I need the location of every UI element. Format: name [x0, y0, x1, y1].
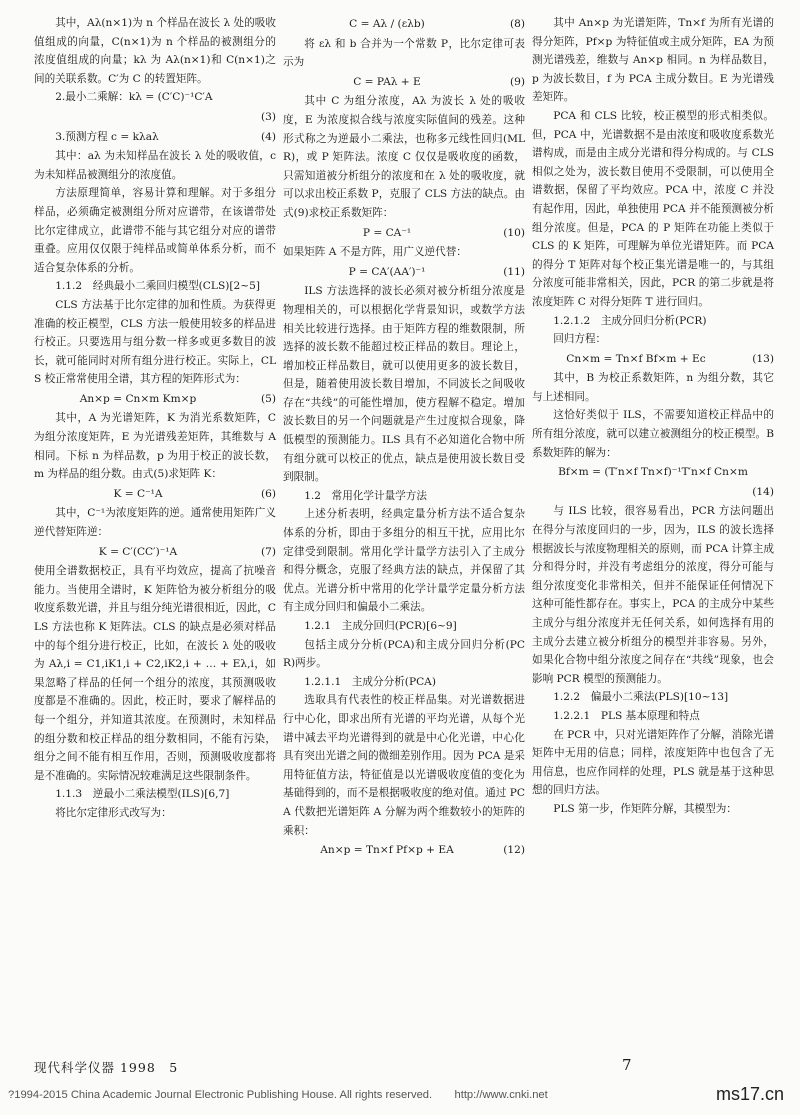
paragraph: ILS 方法选择的波长必须对被分析组分浓度是物理相关的，可以根据化学背景知识，或数学方法相关比较进行选择。由于矩阵方程的维数限制，所选择的波长数不能超过校正样品的数目。理论上，增加校正样品数目，就可以使用更多的波长数目，但是，随着使用波长数目增加，不同波长之间吸收存在“共线”的可能性增加，使方程解不稳定。增加波长数目的另一个问题就是产生过度拟合现象，降低模型的预测能力。ILS 具有不必知道化合物中所有组分就可以校正的优点，缺点是使用波长数目受到限制。 [283, 285, 525, 484]
column-2 [283, 14, 525, 861]
paragraph: 其中：aλ 为未知样品在波长 λ 处的吸收值，c 为未知样品被测组分的浓度值。 [34, 150, 276, 181]
equation-3 [34, 108, 276, 127]
equation-formula: An×p = Cn×m Km×p [79, 392, 197, 405]
section-heading: 1.2.2.1 PLS 基本原理和特点 [553, 709, 700, 722]
watermark: ms17.cn [716, 1084, 785, 1104]
paragraph: 方法原理简单，容易计算和理解。对于多组分样品，必须确定被测组分所对应谱带，在该谱带处比尔定律成立，此谱带不能与其它组分对应的谱带重叠。应用仅仅限于纯样品或简单体系分析，而不适合复杂体系的分析。 [34, 187, 276, 274]
equation-formula: An×p = Tn×f Pf×p + EA [320, 844, 454, 857]
equation-formula: Cn×m = Tn×f Bf×m + Ec [566, 352, 706, 365]
equation-formula: C = PAλ + E [353, 75, 421, 88]
equation-formula: C = Aλ / (ελb) [349, 18, 425, 30]
journal-footer: 现代科学仪器 1998 5 [34, 1060, 179, 1075]
section-heading: 1.2.1.1 主成分分析(PCA) [304, 675, 436, 688]
equation-number: (14) [752, 485, 774, 498]
paragraph: PCA 和 CLS 比较，校正模型的形式相类似。但，PCA 中，光谱数据不是由浓度和吸收度系数光谱构成，而是由主成分光谱和得分构成的。与 CLS 相似之处为，波长数目使用不受限制，可以使用全谱数据，保留了平均效应。PCA 中，浓度 C 并没有起作用，因此，单独使用 PCA 并不能预测被分析组分浓度。但是，PCA 的 P 矩阵在功能上类似于 CLS 的 K 矩阵，可理解为单位光谱矩阵。而 PCA 的得分 T 矩阵对每个校正集光谱是唯一的，与其组分浓度可能非常相关，因此，PCR 的第二步就是将浓度矩阵 C 对得分矩阵 T 进行回归。 [532, 109, 774, 308]
equation-number: (11) [503, 265, 525, 278]
equation-14 [532, 463, 774, 482]
paragraph: 如果矩阵 A 不是方阵，用广义逆代替： [283, 246, 467, 259]
equation-number: (9) [509, 75, 525, 88]
paragraph: 这恰好类似于 ILS，不需要知道校正样品中的所有组分浓度，就可以建立被测组分的校正模型。B 系数矩阵的解为： [532, 409, 774, 459]
copyright-notice: ?1994-2015 China Academic Journal Electronic Publishing House. All rights reserved. http://www.cnki.net [8, 1089, 548, 1101]
column-3 [532, 14, 774, 819]
paragraph: 其中，C⁻¹为浓度矩阵的逆。通常使用矩阵广义逆代替矩阵逆： [34, 507, 276, 539]
paragraph: 将 ελ 和 b 合并为一个常数 P，比尔定律可表示为 [283, 37, 525, 69]
equation-4 [34, 128, 276, 147]
equation-formula: K = C′(CC′)⁻¹A [98, 545, 178, 558]
section-heading: 1.2 常用化学计量学方法 [304, 489, 427, 502]
paragraph: 2.最小二乘解：kλ = (C′C)⁻¹C′A [55, 91, 213, 104]
page-number: 7 [622, 1056, 632, 1074]
equation-number: (7) [260, 545, 276, 558]
equation-formula: P = CA′(AA′)⁻¹ [348, 265, 426, 278]
paragraph: 包括主成分分析(PCA)和主成分回归分析(PCR)两步。 [283, 638, 525, 670]
equation-formula: P = CA⁻¹ [362, 226, 412, 239]
equation-number: (10) [503, 226, 525, 239]
equation-number: (6) [260, 487, 276, 500]
equation-11 [283, 263, 525, 282]
paragraph: 使用全谱数据校正，具有平均效应，提高了抗噪音能力。当使用全谱时，K 矩阵恰为被分析组分的吸收度系数光谱，并且与组分纯光谱很相近，因此，CLS 方法也称 K 矩阵法。CLS 的缺点是必须对样品中的每个组分进行校正，比如，在波长 λ 处的吸收为 Aλ,i = C1,iK1,i + C2,iK2,i + … + Eλ,i，如果忽略了样品的任何一个组分的浓度，其预测吸收度都是不准确的。因此，校正时，要求了解样品的每一个组分，并知道其浓度。在预测时，未知样品的组分数和校正样品的组分数相同，不能有污染，组分之间不能有相互作用，否则，预测吸收度都将是不准确的。实际情况较难满足这些限制条件。 [34, 565, 276, 782]
paragraph: 其中，A 为光谱矩阵，K 为消光系数矩阵，C 为组分浓度矩阵，E 为光谱残差矩阵，其维数与 A 相同。下标 n 为样品数，p 为用于校正的波长数，m 为样品的组分数。由式(5)求矩阵 K： [34, 412, 276, 481]
equation-7 [34, 543, 276, 562]
paragraph: 其中 C 为组分浓度，Aλ 为波长 λ 处的吸收度，E 为浓度拟合线与浓度实际值间的残差。这种形式称之为逆最小二乘法，也称多元线性回归(MLR)，或 P 矩阵法。浓度 C 仅仅是吸收度的函数，只需知道被分析组分的浓度和在 λ 处的吸收度，就可以求出校正系数 P，克服了 CLS 方法的缺点。由式(9)求校正系数矩阵： [283, 95, 525, 219]
paragraph: 选取具有代表性的校正样品集。对光谱数据进行中心化，即求出所有光谱的平均光谱，从每个光谱中减去平均光谱得到的就是中心化光谱，中心化具有突出光谱之间的微细差别作用。因为 PCA 是采用特征值方法，特征值是以光谱吸收度值的变化为基础得到的，而不是根据吸收度的绝对值。通过 PCA 代数把光谱矩阵 A 分解为两个维数较小的矩阵的乘积： [283, 694, 525, 837]
paragraph: 其中 An×p 为光谱矩阵，Tn×f 为所有光谱的得分矩阵，Pf×p 为特征值或主成分矩阵，EA 为预测光谱残差，维数与 An×p 相同。n 为样品数目，p 为波长数目，f 为 PCA 主成分数目。E 为光谱残差矩阵。 [532, 17, 774, 104]
equation-formula: 3.预测方程 c = kλaλ [55, 130, 159, 143]
equation-number: (5) [260, 392, 276, 405]
equation-number: (3) [260, 110, 276, 123]
column-1 [34, 14, 276, 823]
section-heading: 1.2.1.2 主成分回归分析(PCR) [553, 314, 707, 327]
equation-formula: Bf×m = (T′n×f Tn×f)⁻¹T′n×f Cn×m [558, 466, 748, 479]
paragraph: CLS 方法基于比尔定律的加和性质。为获得更准确的校正模型，CLS 方法一般使用较多的样品进行校正。只要选用与组分数一样多或更多数目的波长，就可能同时对所有组分进行校正。实际上，CLS 校正常常使用全谱，其方程的矩阵形式为： [34, 298, 276, 386]
paragraph: PLS 第一步，作矩阵分解，其模型为： [553, 802, 737, 815]
paragraph: 回归方程： [553, 333, 607, 346]
equation-9 [283, 73, 525, 92]
paragraph: 其中，Aλ(n×1)为 n 个样品在波长 λ 处的吸收值组成的向量，C(n×1)为 n 个样品的被测组分的浓度值组成的向量；kλ 为 Aλ(n×1)和 C(n×1)之间的关联系数。C′为 C 的转置矩阵。 [34, 17, 276, 85]
equation-6 [34, 485, 276, 504]
equation-formula: K = C⁻¹A [113, 487, 163, 500]
equation-12 [283, 841, 525, 860]
paragraph: 其中，B 为校正系数矩阵，n 为组分数，其它与上述相同。 [532, 372, 774, 403]
equation-10 [283, 224, 525, 243]
paragraph: 与 ILS 比较，很容易看出，PCR 方法问题出在得分与浓度回归的一步，因为，ILS 的波长选择根据波长与浓度物理相关的原则，而 PCA 计算主成分和得分时，并没有考虑组分的浓度，得分可能与组分浓度变化非常相关，但并不能保证任何情况下这种可能性都存在。事实上，PCA 的主成分中某些主成分与组分浓度并无任何关系，如何选择有用的主成分去建立被分析组分的模型并非容易。另外，如果化合物中组分浓度之间存在“共线”现象，也会影响 PCR 模型的预测能力。 [532, 505, 774, 685]
equation-number: (13) [752, 352, 774, 365]
equation-number: (4) [260, 130, 276, 143]
equation-number: (12) [503, 844, 525, 857]
paragraph: 上述分析表明，经典定量分析方法不适合复杂体系的分析，即由于多组分的相互干扰，应用比尔定律受到限制。常用化学计量学方法引入了主成分和得分概念，克服了经典方法的缺点，并保留了其优点。光谱分析中常用的化学计量学定量分析方法有主成分回归和偏最小二乘法。 [283, 508, 525, 614]
equation-14-number-row [532, 483, 774, 502]
paragraph: 将比尔定律形式改写为： [55, 806, 172, 819]
section-heading: 1.2.2 偏最小二乘法(PLS)[10~13] [553, 691, 729, 704]
equation-8 [283, 15, 525, 34]
section-heading: 1.1.3 逆最小二乘法模型(ILS)[6,7] [55, 788, 230, 801]
section-heading: 1.2.1 主成分回归(PCR)[6~9] [304, 620, 457, 632]
section-heading: 1.1.2 经典最小二乘回归模型(CLS)[2~5] [55, 280, 260, 293]
equation-number: (8) [509, 18, 525, 30]
paragraph: 在 PCR 中，只对光谱矩阵作了分解，消除光谱矩阵中无用的信息；同样，浓度矩阵中也包含了无用信息，也应作同样的处理，PLS 就是基于这种思想的回归方法。 [532, 728, 774, 797]
equation-13 [532, 350, 774, 369]
equation-5 [34, 390, 276, 409]
